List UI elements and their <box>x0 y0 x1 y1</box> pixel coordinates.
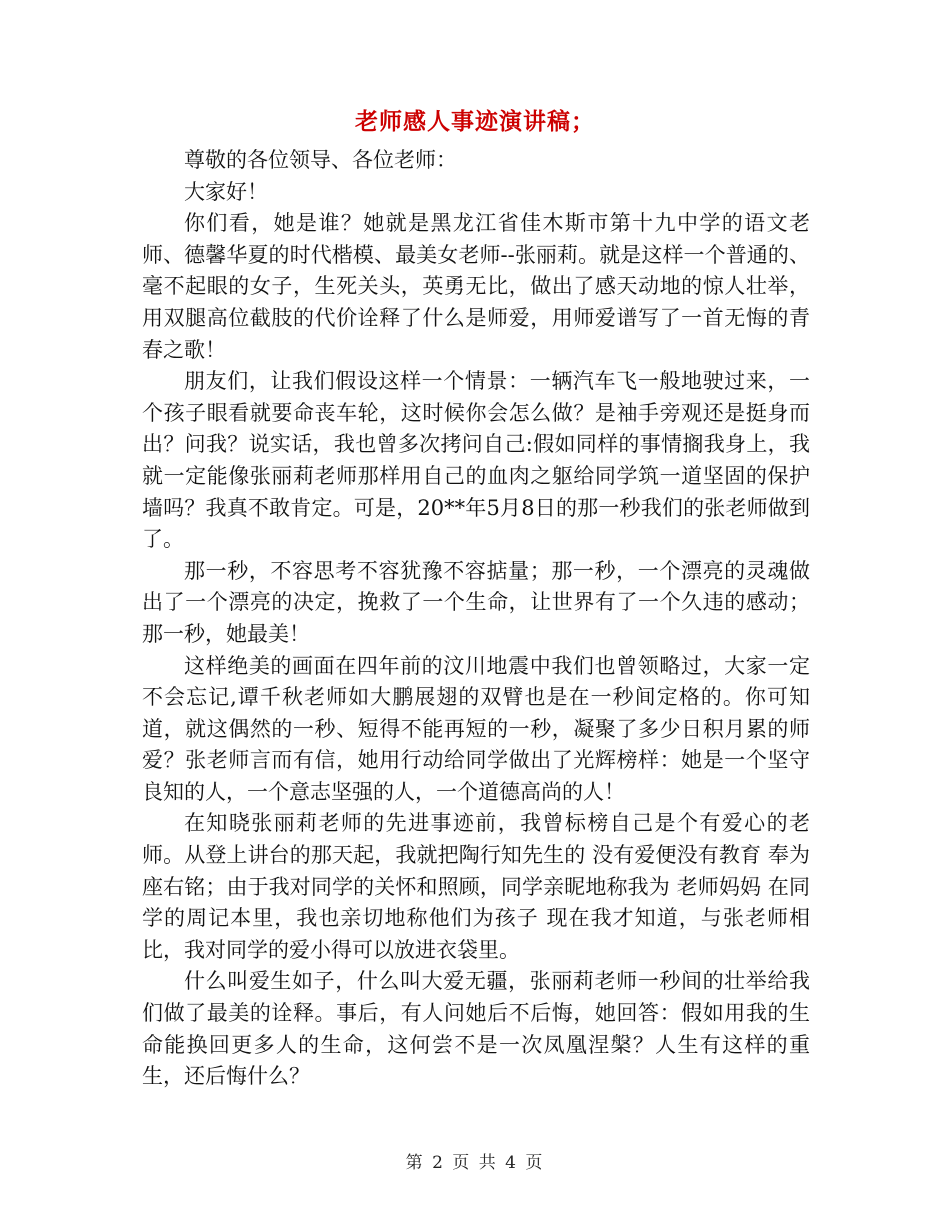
greeting: 大家好！ <box>184 179 268 204</box>
salutation: 尊敬的各位领导、各位老师： <box>184 148 457 172</box>
page-number: 第 2 页 共 4 页 <box>405 1153 545 1173</box>
document-body <box>142 145 810 1093</box>
paragraph: 那一秒，不容思考不容犹豫不容掂量；那一秒，一个漂亮的灵魂做出了一个漂亮的决定，挽救了一个生命，让世界有了一个久违的感动；那一秒，她最美！ <box>142 558 810 646</box>
paragraph: 什么叫爱生如子，什么叫大爱无疆，张丽莉老师一秒间的壮举给我们做了最美的诠释。事后，有人问她后不后悔，她回答：假如用我的生命能换回更多人的生命，这何尝不是一次凤凰涅槃？人生有这样的重生，还后悔什么？ <box>142 969 810 1089</box>
paragraph: 在知晓张丽莉老师的先进事迹前，我曾标榜自己是个有爱心的老师。从登上讲台的那天起，我就把陶行知先生的 没有爱便没有教育 奉为座右铭；由于我对同学的关怀和照顾，同学亲昵地称我为 老师妈妈 在同学的周记本里，我也亲切地称他们为孩子 现在我才知道，与张老师相比，我对同学的爱小得可以放进衣袋里。 <box>142 811 810 962</box>
paragraph: 这样绝美的画面在四年前的汶川地震中我们也曾领略过，大家一定不会忘记,谭千秋老师如大鹏展翅的双臂也是在一秒间定格的。你可知道，就这偶然的一秒、短得不能再短的一秒，凝聚了多少日积月累的师爱？张老师言而有信，她用行动给同学做出了光辉榜样：她是一个坚守良知的人，一个意志坚强的人，一个道德高尚的人！ <box>142 653 810 804</box>
paragraph: 你们看，她是谁？她就是黑龙江省佳木斯市第十九中学的语文老师、德馨华夏的时代楷模、最美女老师--张丽莉。就是这样一个普通的、毫不起眼的女子，生死关头，英勇无比，做出了感天动地的惊人壮举，用双腿高位截肢的代价诠释了什么是师爱，用师爱谱写了一首无悔的青春之歌！ <box>142 211 810 362</box>
document-title: 老师感人事迹演讲稿； <box>355 108 595 135</box>
paragraph: 朋友们，让我们假设这样一个情景：一辆汽车飞一般地驶过来，一个孩子眼看就要命丧车轮，这时候你会怎么做？是袖手旁观还是挺身而出？问我？说实话，我也曾多次拷问自己:假如同样的事情搁我身上，我就一定能像张丽莉老师那样用自己的血肉之躯给同学筑一道坚固的保护墙吗？我真不敢肯定。可是，20**年5月8日的那一秒我们的张老师做到了。 <box>142 369 810 552</box>
